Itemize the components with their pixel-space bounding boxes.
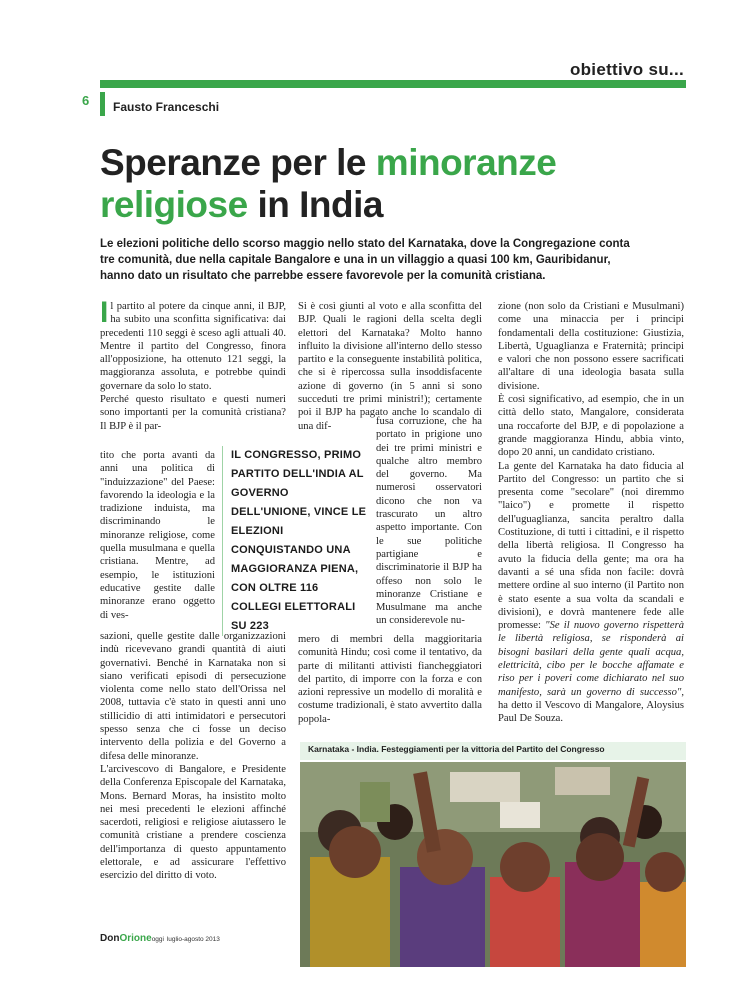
section-label: obiettivo su... [569,60,684,79]
paragraph-4: L'arcivescovo di Bangalore, e Presidente della Conferenza Episcopale del Karnataka, Mons. Bernard Moras, ha insistito molto nei mesi precedenti le elezioni affinché sacerdoti, religiosi e religiose aiutassero le comunità cristiane a prendere coscienza dell'importanza di questo appuntamento elettorale, e ad assicurare l'effettivo esercizio del diritto di voto. [100,763,286,882]
article-column-1-rest [100,630,286,883]
header-rule [100,80,686,88]
title-accent-2: religiose [100,184,248,225]
paragraph-3: sazioni, quelle gestite dalle organizzazioni indù ricevevano grandi quantità di aiuti governativi. Benché in Karnataka non si siano verificati episodi di persecuzione violenta come nello stato dell'Orissa nel 2008, tuttavia c'è stato in questi anni uno stillicidio di atti intimidatori e persecutori spesso senza che ci fosse un deciso intervento della polizia e del Governo a difesa delle minoranze. [100,631,286,762]
brand-suffix: oggi [151,936,164,943]
article-column-2-rest: mero di membri della maggioritaria comunità Hindu; così come il tentativo, da parte di militanti attivisti fiancheggiatori del partito, di imporre con la forza e con azioni repressive un modello di moralità e costume tradizionali, è stato avvertito dalla popola- [298,634,482,725]
title-part-2: in India [247,184,383,225]
celebration-photo [300,762,686,967]
article-column-2-narrow: fusa corruzione, che ha portato in prigione uno dei tre primi ministri e qualche altro membro del governo. Ma numerosi osservatori dicono che non va trascurato un altro aspetto importante. Con le sue politiche partigiane e discriminatorie il BJP ha offeso non solo le minoranze Cristiane e Musulmane ma anche un considerevole nu- [376,416,482,627]
bishop-quote: "Se il nuovo governo rispetterà le libertà religiosa, se risponderà ai bisogni basilari della gente quali acqua, elettricità, cibo per le bocche affamate e riso per i poveri come dichiarato nel suo manifesto, sarà un governo di successo" [498,620,684,698]
magazine-brand: DonOrioneoggi luglio-agosto 2013 [100,933,220,944]
photo-illustration [300,762,686,967]
author-name: Fausto Franceschi [113,100,220,114]
author-accent-bar [100,92,105,116]
lead-paragraph: Le elezioni politiche dello scorso maggio nello stato del Karnataka, dove la Congregazione conta tre comunità, due nella capitale Bangalore e una in un villaggio a quasi 100 km, Gauribidanur, hanno dato un risultato che parrebbe essere favorevole per la comunità cristiana. [100,238,630,282]
title-part-1: Speranze per le [100,142,376,183]
article-column-3 [498,300,684,726]
issue-date: luglio-agosto 2013 [166,936,220,943]
photo-caption: Karnataka - India. Festeggiamenti per la vittoria del Partito del Congresso [300,742,686,760]
pull-quote: IL CONGRESSO, PRIMO PARTITO DELL'INDIA AL GOVERNO DELL'UNIONE, VINCE LE ELEZIONI CONQUISTANDO UNA MAGGIORANZA PIENA, CON OLTRE 116 COLLEGI ELETTORALI SU 223 [222,446,370,636]
article-column-1-top [100,296,286,433]
paragraph-2: Perché questo risultato e questi numeri sono importanti per la comunità cristiana? Il BJP è il par- [100,394,286,432]
page-number: 6 [82,93,90,108]
paragraph-col3-3: La gente del Karnataka ha dato fiducia al Partito del Congresso: un partito che si presenta come "secolare" (noi diremmo "laico") e promette il rispetto dell'uguaglianza, sancita peraltro dalla Costituzione, di tutti i cittadini, e il rispetto della libertà religiosa. Il Congresso ha avuto la fiducia della gente; ma ora ha davanti a sé una sfida non facile: dovrà mettere ordine al suo interno (il Partito non è stato esente a sua volta da scandali e divisioni), e dovrà mantenere fede alle promesse: "Se il nuovo governo rispetterà le libertà religiosa, se risponderà ai bisogni basilari della gente quali acqua, elettricità, cibo per le bocche affamate e riso per i poveri come dichiarato nel suo manifesto, sarà un governo di successo", ha detto il Vescovo di Mangalore, Aloysius Paul De Souza. [498,460,684,725]
paragraph-1: Il partito al potere da cinque anni, il BJP, ha subito una sconfitta significativa: dai precedenti 110 seggi è sceso agli attuali 40. Mentre il partito del Congresso, finora all'opposizione, ha ottenuto 121 seggi, la maggioranza assoluta, e potrebbe quindi governare da solo lo stato. [100,296,286,392]
paragraph-col3-1: zione (non solo da Cristiani e Musulmani) come una minaccia per i principi fondamentali della costituzione: Giustizia, Libertà, Uguaglianza e Fraternità; principi e valori che non possono essere sacrificati all'altare di una ideologia basata sulla divisione. [498,301,684,392]
drop-cap: I [100,296,109,329]
article-column-2-top: Si è così giunti al voto e alla sconfitta del BJP. Quali le ragioni della scelta degli elettori del Karnataka? Molto hanno influito la divisione all'interno dello stesso partito e la conseguente instabilità politica, che si è ripercossa sulla insoddisfacente azione di governo (in 5 anni si sono succeduti tre primi ministri!); certamente poi il BJP ha pagato anche lo scandalo di una dif- [298,301,482,432]
title-accent-1: minoranze [375,142,557,183]
article-column-1-narrow: tito che porta avanti da anni una politica di "induizzazione" del Paese: favorendo la ideologia e la tradizione induista, ma discriminando le minoranze religiose, come quella musulmana e quella cristiana. Mentre, ad esempio, le istituzioni educative gestite dalle minoranze erano oggetto di ves- [100,450,215,621]
paragraph-col3-2: È così significativo, ad esempio, che in un città dello stato, Mangalore, considerata una roccaforte del BJP, e di popolazione a grande maggioranza Hindu, abbia vinto, dopo 20 anni, un candidato cristiano. [498,394,684,459]
page-title [100,142,660,226]
